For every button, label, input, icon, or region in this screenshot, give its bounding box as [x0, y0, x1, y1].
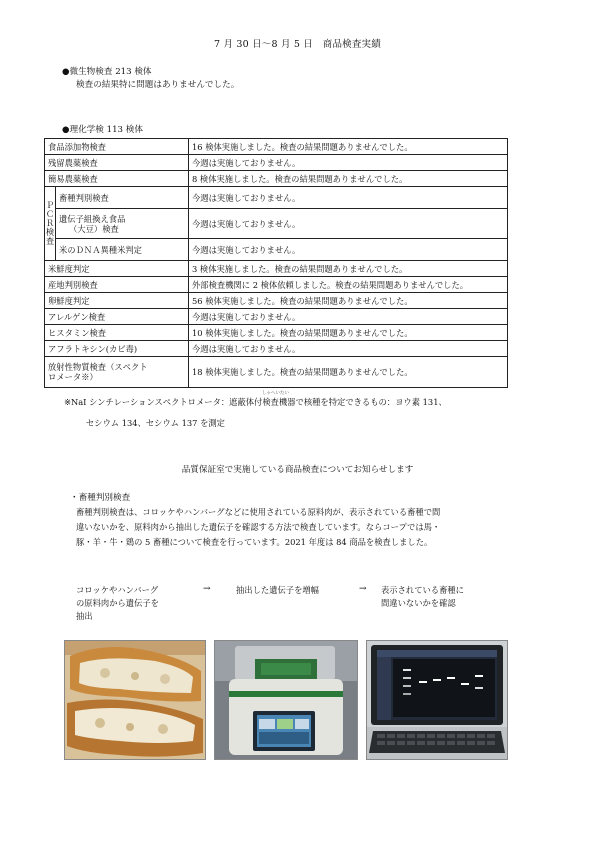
info-body-line: 豚・羊・牛・鶏の 5 畜種について検査を行っています。2021 年度は 84 商品を検査しました。: [76, 537, 433, 547]
caption-line: の原料肉から遺伝子を: [76, 598, 159, 608]
row-label: 卵鮮度判定: [45, 293, 189, 309]
caption-line: コロッケやハンバーグ: [76, 585, 159, 595]
caption-line: 抽出: [76, 611, 93, 621]
row-label: 米のＤＮＡ異種米判定: [56, 239, 189, 261]
row-result: 今週は実施しておりません。: [189, 187, 508, 209]
row-result: 外部検査機関に 2 検体依頼しました。検査の結果問題ありませんでした。: [189, 277, 508, 293]
physchem-heading: ●理化学検 113 検体: [62, 125, 143, 135]
info-body-line: 畜種判別検査は、コロッケやハンバーグなどに使用されている原料肉が、表示されている畜種で間: [76, 507, 441, 517]
row-label: 残留農薬検査: [45, 155, 189, 171]
row-result: 今週は実施しておりません。: [189, 155, 508, 171]
table-row: [45, 341, 508, 357]
step-3-caption: [381, 584, 464, 610]
row-label: アフラトキシン(カビ毒): [45, 341, 189, 357]
row-result: 16 検体実施しました。検査の結果問題ありませんでした。: [189, 139, 508, 155]
table-row: [45, 139, 508, 155]
page-title: 7 月 30 日～8 月 5 日 商品検査実績: [214, 39, 381, 50]
row-result: 3 検体実施しました。検査の結果問題ありませんでした。: [189, 261, 508, 277]
row-label-line: 遺伝子組換え食品: [59, 213, 126, 224]
inspection-table: [44, 138, 508, 388]
row-result: 今週は実施しておりません。: [189, 239, 508, 261]
table-row: [45, 325, 508, 341]
ruby-annotation: しゃへいたい: [262, 391, 289, 396]
row-result: 今週は実施しておりません。: [189, 309, 508, 325]
caption-line: 間違いないかを確認: [381, 598, 456, 608]
laptop-gel-result-photo: [366, 640, 508, 760]
arrow-1: →: [203, 584, 211, 594]
table-row: [45, 261, 508, 277]
pcr-label: [45, 187, 56, 261]
row-result: 56 検体実施しました。検査の結果問題ありませんでした。: [189, 293, 508, 309]
row-result: 今週は実施しておりません。: [189, 341, 508, 357]
row-label: 畜種判別検査: [56, 187, 189, 209]
table-row: [45, 309, 508, 325]
table-row: [45, 357, 508, 388]
row-result: 今週は実施しておりません。: [189, 209, 508, 239]
table-row: [45, 239, 508, 261]
row-label-line: （大豆）検査: [69, 223, 119, 234]
micro-heading: ●微生物検査 213 検体: [62, 67, 152, 77]
row-result: 10 検体実施しました。検査の結果問題ありませんでした。: [189, 325, 508, 341]
row-label: 食品添加物検査: [45, 139, 189, 155]
arrow-2: →: [359, 584, 367, 594]
micro-text: 検査の結果特に問題はありませんでした。: [76, 80, 240, 90]
row-label-line: 放射性物質検査（スペクト: [48, 362, 148, 372]
pcr-label-vertical: Ｐ Ｃ Ｒ 検 査: [45, 200, 55, 246]
step-1-caption: [76, 584, 159, 623]
row-label: [45, 357, 189, 388]
table-row: [45, 171, 508, 187]
row-result: 18 検体実施しました。検査の結果問題ありませんでした。: [189, 357, 508, 388]
info-body: [76, 505, 440, 550]
row-result: 8 検体実施しました。検査の結果問題ありませんでした。: [189, 171, 508, 187]
note-line-1: ※NaI シンチレーションスペクトロメータ：遮蔽体付検査機器で核種を特定できるもの：ヨウ素 131、: [64, 397, 447, 407]
note-line-2: セシウム 134、セシウム 137 を測定: [86, 418, 225, 428]
row-label: 簡易農薬検査: [45, 171, 189, 187]
info-body-line: 違いないかを、原料肉から抽出した遺伝子を確認する方法で検査しています。ならコープでは馬・: [76, 522, 441, 532]
table-row: [45, 187, 508, 209]
table-row: [45, 293, 508, 309]
row-label: 米鮮度判定: [45, 261, 189, 277]
croquette-photo: [64, 640, 206, 760]
row-label: ヒスタミン検査: [45, 325, 189, 341]
row-label: [56, 209, 189, 239]
table-row: [45, 209, 508, 239]
table-row: [45, 277, 508, 293]
row-label: 産地判別検査: [45, 277, 189, 293]
caption-line: 表示されている畜種に: [381, 585, 464, 595]
row-label-line: ロメータ※）: [48, 372, 98, 382]
row-label: アレルゲン検査: [45, 309, 189, 325]
info-heading: 品質保証室で実施している商品検査についてお知らせします: [181, 465, 414, 475]
info-subheading: ・畜種判別検査: [70, 493, 131, 503]
table-row: [45, 155, 508, 171]
pcr-thermal-cycler-photo: [214, 640, 358, 760]
step-2-caption: 抽出した遺伝子を増幅: [236, 585, 319, 595]
